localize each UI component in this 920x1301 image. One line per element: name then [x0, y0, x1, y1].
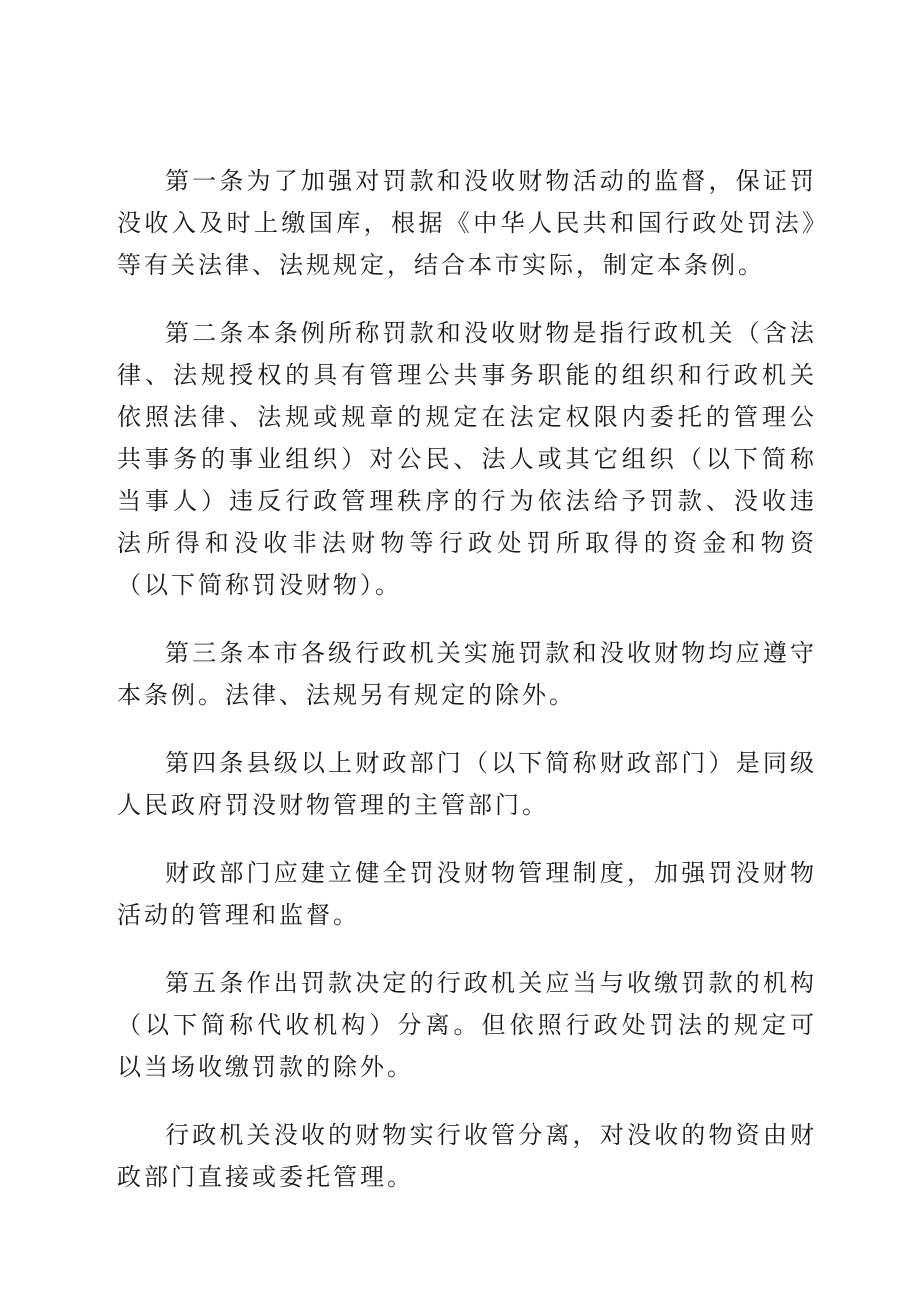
article-5-paragraph: 第五条作出罚款决定的行政机关应当与收缴罚款的机构（以下简称代收机构）分离。但依照行政处罚法的规定可以当场收缴罚款的除外。	[117, 969, 817, 1081]
article-3-paragraph: 第三条本市各级行政机关实施罚款和没收财物均应遵守本条例。法律、法规另有规定的除外。	[117, 639, 817, 709]
article-4-subparagraph: 财政部门应建立健全罚没财物管理制度，加强罚没财物活动的管理和监督。	[117, 859, 817, 929]
article-4-paragraph: 第四条县级以上财政部门（以下简称财政部门）是同级人民政府罚没财物管理的主管部门。	[117, 749, 817, 819]
article-5-subparagraph: 行政机关没收的财物实行收管分离，对没收的物资由财政部门直接或委托管理。	[117, 1121, 817, 1191]
article-1-paragraph: 第一条为了加强对罚款和没收财物活动的监督，保证罚没收入及时上缴国库，根据《中华人民共和国行政处罚法》等有关法律、法规规定，结合本市实际，制定本条例。	[117, 167, 817, 279]
article-2-paragraph: 第二条本条例所称罚款和没收财物是指行政机关（含法律、法规授权的具有管理公共事务职能的组织和行政机关依照法律、法规或规章的规定在法定权限内委托的管理公共事务的事业组织）对公民、法人或其它组织（以下简称当事人）违反行政管理秩序的行为依法给予罚款、没收违法所得和没收非法财物等行政处罚所取得的资金和物资（以下简称罚没财物）。	[117, 319, 817, 599]
document-body	[117, 160, 817, 1224]
